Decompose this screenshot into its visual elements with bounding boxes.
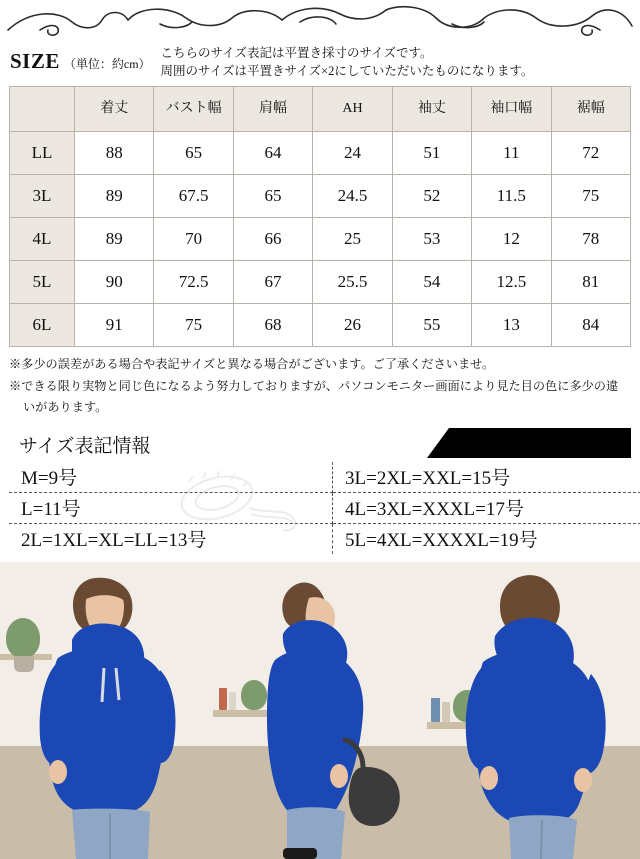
cell-value: 12.5 (472, 261, 551, 304)
conversion-left-value: L=11号 (9, 492, 333, 523)
table-header-kitake: 着丈 (75, 87, 154, 132)
table-header-sleeve-length: 袖丈 (392, 87, 471, 132)
size-measurement-table (9, 86, 631, 347)
cell-value: 91 (75, 304, 154, 347)
size-measurement-note (155, 42, 534, 80)
table-row (10, 175, 631, 218)
cell-value: 67.5 (154, 175, 233, 218)
model-figure-back (427, 562, 640, 859)
cell-value: 88 (75, 132, 154, 175)
cell-value: 11.5 (472, 175, 551, 218)
front-view-model-photo (0, 562, 213, 859)
conversion-row (9, 492, 640, 523)
disclaimer-notes (9, 355, 631, 418)
size-conversion-section (9, 462, 631, 554)
cell-value: 64 (233, 132, 312, 175)
table-row (10, 304, 631, 347)
cell-value: 75 (551, 175, 630, 218)
cell-value: 26 (313, 304, 392, 347)
cell-value: 55 (392, 304, 471, 347)
table-header-hem-width: 裾幅 (551, 87, 630, 132)
cell-value: 65 (233, 175, 312, 218)
table-header-bust: バスト幅 (154, 87, 233, 132)
size-unit-label: （単位：約cm） (64, 42, 151, 72)
table-row (10, 132, 631, 175)
cell-value: 65 (154, 132, 233, 175)
table-header-row (10, 87, 631, 132)
banner-title: サイズ表記情報 (19, 431, 150, 458)
table-row (10, 261, 631, 304)
cell-value: 67 (233, 261, 312, 304)
cell-value: 68 (233, 304, 312, 347)
cell-value: 51 (392, 132, 471, 175)
decorative-ornament-band (0, 0, 640, 38)
cell-value: 72.5 (154, 261, 233, 304)
conversion-right-value: 4L=3XL=XXXL=17号 (333, 492, 640, 523)
product-photo-strip (0, 562, 640, 859)
cell-value: 13 (472, 304, 551, 347)
cell-value: 66 (233, 218, 312, 261)
cell-value: 11 (472, 132, 551, 175)
table-header-corner (10, 87, 75, 132)
page-title: SIZE (10, 42, 60, 74)
size-header (0, 38, 640, 84)
size-note-line-2: 周囲のサイズは平置きサイズ×2にしていただいたものになります。 (161, 64, 534, 78)
ornament-flourish-icon (0, 0, 640, 38)
side-view-model-photo (213, 562, 426, 859)
cell-value: 12 (472, 218, 551, 261)
conversion-right-value: 3L=2XL=XXL=15号 (333, 462, 640, 493)
cell-value: 90 (75, 261, 154, 304)
back-view-model-photo (427, 562, 640, 859)
banner-arrow-shape (427, 428, 449, 458)
size-info-banner (9, 428, 631, 458)
cell-value: 81 (551, 261, 630, 304)
size-conversion-table (9, 462, 640, 554)
conversion-row (9, 462, 640, 493)
conversion-left-value: M=9号 (9, 462, 333, 493)
table-row (10, 218, 631, 261)
conversion-right-value: 5L=4XL=XXXXL=19号 (333, 523, 640, 554)
conversion-left-value: 2L=1XL=XL=LL=13号 (9, 523, 333, 554)
model-figure-side (213, 562, 426, 859)
model-figure-front (0, 562, 213, 859)
cell-value: 70 (154, 218, 233, 261)
row-size-label: LL (10, 132, 75, 175)
conversion-row (9, 523, 640, 554)
table-header-cuff-width: 袖口幅 (472, 87, 551, 132)
cell-value: 25.5 (313, 261, 392, 304)
row-size-label: 4L (10, 218, 75, 261)
table-header-ah: AH (313, 87, 392, 132)
cell-value: 72 (551, 132, 630, 175)
cell-value: 78 (551, 218, 630, 261)
table-header-shoulder: 肩幅 (233, 87, 312, 132)
cell-value: 54 (392, 261, 471, 304)
note-measurement-tolerance: ※多少の誤差がある場合や表記サイズと異なる場合がございます。ご了承くださいませ。 (9, 355, 631, 375)
cell-value: 84 (551, 304, 630, 347)
size-note-line-1: こちらのサイズ表記は平置き採寸のサイズです。 (161, 46, 433, 60)
cell-value: 24.5 (313, 175, 392, 218)
row-size-label: 5L (10, 261, 75, 304)
cell-value: 75 (154, 304, 233, 347)
cell-value: 25 (313, 218, 392, 261)
cell-value: 89 (75, 218, 154, 261)
cell-value: 89 (75, 175, 154, 218)
note-color-difference-cont: いがあります。 (9, 398, 631, 418)
row-size-label: 3L (10, 175, 75, 218)
cell-value: 24 (313, 132, 392, 175)
row-size-label: 6L (10, 304, 75, 347)
cell-value: 52 (392, 175, 471, 218)
note-color-difference: ※できる限り実物と同じ色になるよう努力しておりますが、パソコンモニター画面により見た目の色に多少の違 (9, 377, 631, 397)
cell-value: 53 (392, 218, 471, 261)
